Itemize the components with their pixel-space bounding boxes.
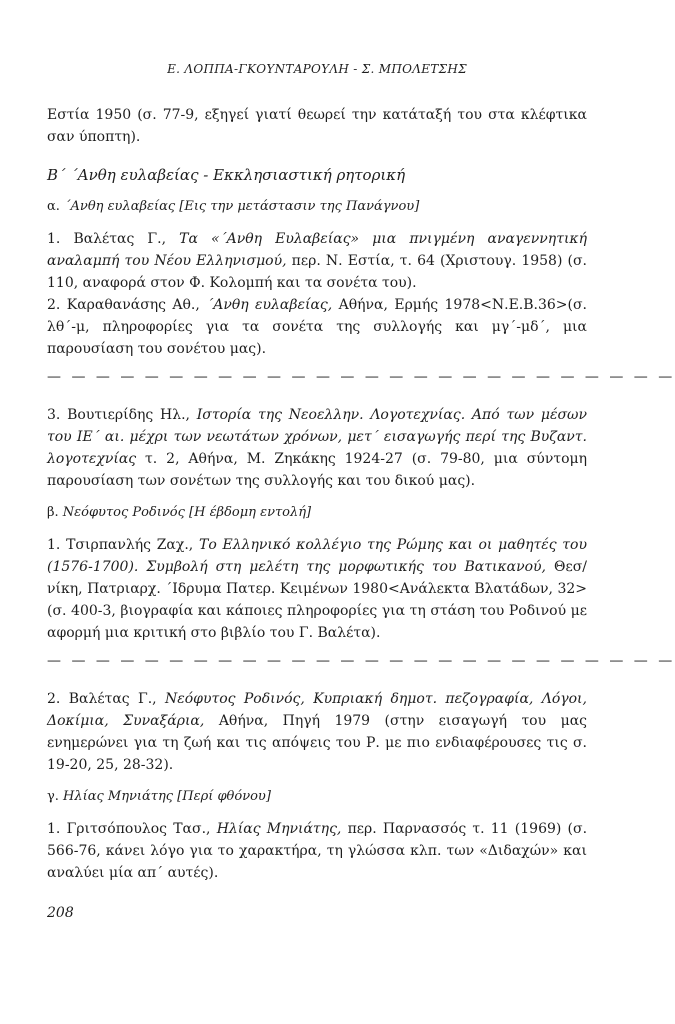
entry-title: Ηλίας Μηνιάτης, [216,821,342,837]
entry-title: ΄Ανθη ευλαβείας, [206,297,333,313]
subsection-heading-b [47,502,587,524]
entry-author: 1. Τσιρπανλής Ζαχ., [47,537,199,553]
bibliography-entry [47,534,587,644]
entry-details: Αθήνα, Ερμής 1978<Ν.Ε.Β.36>(σ. λθ΄-μ, πληροφορίες για τα σονέτα της συλλογής και μγ΄-μδ΄, μια παρουσίαση του σονέτου μας). [47,297,587,357]
subsection-title: ΄Ανθη ευλαβείας [Εις την μετάστασιν της Πανάγνου] [64,199,420,214]
dashed-separator: — — — — — — — — — — — — — — — — — — — — — — — — — — [47,369,675,385]
page-number: 208 [47,905,74,921]
entry-details: περ. Ν. Εστία, τ. 64 (Χριστουγ. 1958) (σ. 110, αναφορά στον Φ. Κολομπή και τα σονέτα του). [47,253,587,291]
subsection-heading-c [47,786,587,808]
entry-details: Θεσ/νίκη, Πατριαρχ. ΄Ιδρυμα Πατερ. Κειμένων 1980<Ανάλεκτα Βλατάδων, 32> (σ. 400-3, βιογραφία και κάποιες πληροφορίες για τη στάση του Ροδινού με αφορμή μια κριτική στο βιβλίο του Γ. Βαλέτα). [47,559,587,641]
entry-details: περ. Παρνασσός τ. 11 (1969) (σ. 566-76, κάνει λόγο για το χαρακτήρα, τη γλώσσα κλπ. των «Διδαχών» και αναλύει μία απ΄ αυτές). [47,821,588,881]
entry-title: Νεόφυτος Ροδινός, Κυπριακή δημοτ. πεζογραφία, Λόγοι, Δοκίμια, Συναξάρια, [47,691,587,729]
bibliography-entry [47,688,587,776]
entry-details: Αθήνα, Πηγή 1979 (στην εισαγωγή του μας ενημερώνει για τη ζωή και τις απόψεις του Ρ. με πιο ενδιαφέρουσες τις σ. 19-20, 25, 28-32). [47,713,587,773]
intro-paragraph: Εστία 1950 (σ. 77-9, εξηγεί γιατί θεωρεί την κατάταξή του στα κλέφτικα σαν ύποπτη). [47,107,587,145]
entry-author: 2. Βαλέτας Γ., [47,691,165,707]
subsection-letter: α. [47,199,65,214]
bibliography-entry [47,404,587,492]
bibliography-entry [47,228,587,294]
entry-title: Τα «΄Ανθη Ευλαβείας» μια πνιγμένη αναγεννητική αναλαμπή του Νέου Ελληνισμού, [47,231,587,269]
bibliography-entry [47,818,587,884]
document-page [47,58,675,924]
dashed-separator: — — — — — — — — — — — — — — — — — — — — — — — — — — [47,653,675,669]
subsection-title: Ηλίας Μηνιάτης [Περί φθόνου] [63,789,271,804]
entry-author: 3. Βουτιερίδης Ηλ., [47,407,197,423]
subsection-heading-a [47,196,587,218]
bibliography-entry [47,294,587,360]
entry-title: Ιστορία της Νεοελλην. Λογοτεχνίας. Από των μέσων του ΙΕ΄ αι. μέχρι των νεωτάτων χρόνων, μετ΄ εισαγωγής περί της Βυζαντ. λογοτεχνίας [47,407,587,467]
entry-author: 1. Γριτσόπουλος Τασ., [47,821,217,837]
subsection-letter: β. [47,505,63,520]
entry-details: τ. 2, Αθήνα, Μ. Ζηκάκης 1924-27 (σ. 79-80, μια σύντομη παρουσίαση των σονέτων της συλλογής και του δικού μας). [47,451,587,489]
entry-author: 2. Καραθανάσης Αθ., [47,297,207,313]
subsection-letter: γ. [47,789,64,804]
entry-author: 1. Βαλέτας Γ., [47,231,180,247]
section-heading-b: Β΄ ΄Ανθη ευλαβείας - Εκκλησιαστική ρητορική [47,166,406,184]
subsection-title: Νεόφυτος Ροδινός [Η έβδομη εντολή] [62,505,312,520]
entry-title: Το Ελληνικό κολλέγιο της Ρώμης και οι μαθητές του (1576-1700). Συμβολή στη μελέτη της μορφωτικής του Βατικανού, [47,537,587,575]
running-head: Ε. ΛΟΠΠΑ-ΓΚΟΥΝΤΑΡΟΥΛΗ - Σ. ΜΠΟΛΕΤΣΗΣ [167,62,467,76]
